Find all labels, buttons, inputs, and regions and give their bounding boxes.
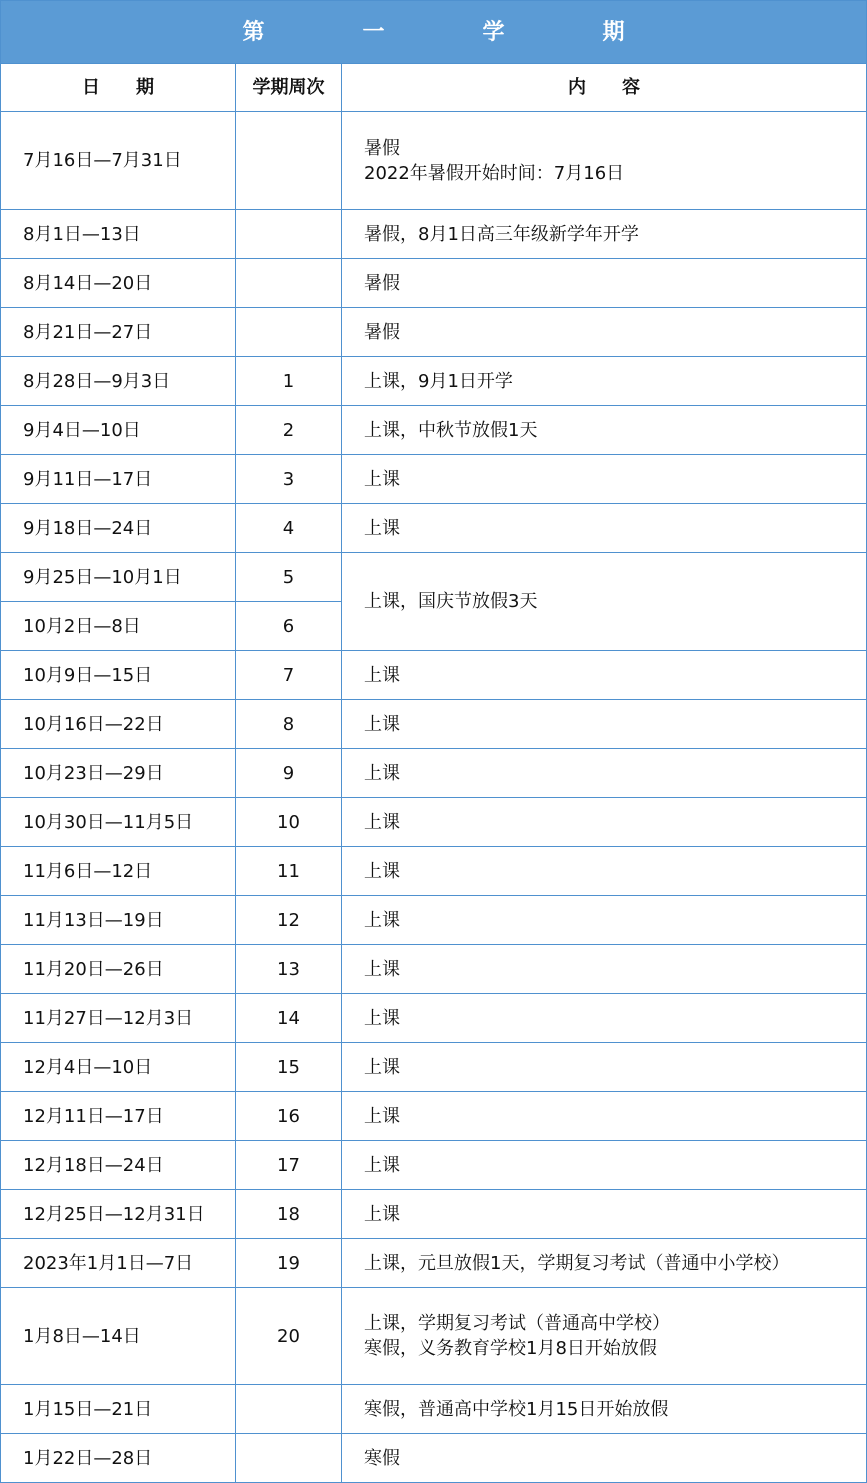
content-line: 上课 — [364, 517, 400, 539]
date-cell: 2023年1月1日—7日 — [1, 1239, 236, 1288]
table-row — [1, 210, 867, 259]
date-cell: 8月1日—13日 — [1, 210, 236, 259]
week-cell: 1 — [236, 357, 342, 406]
content-cell — [342, 553, 867, 651]
content-cell — [342, 1239, 867, 1288]
table-row — [1, 308, 867, 357]
date-cell: 12月11日—17日 — [1, 1092, 236, 1141]
content-line: 寒假，义务教育学校1月8日开始放假 — [364, 1338, 657, 1359]
week-cell — [236, 210, 342, 259]
date-cell: 11月27日—12月3日 — [1, 994, 236, 1043]
week-cell: 10 — [236, 798, 342, 847]
content-line: 寒假，普通高中学校1月15日开始放假 — [364, 1398, 669, 1420]
content-cell — [342, 455, 867, 504]
table-row — [1, 798, 867, 847]
date-cell: 12月25日—12月31日 — [1, 1190, 236, 1239]
table-row — [1, 1239, 867, 1288]
table-row — [1, 406, 867, 455]
date-cell: 9月4日—10日 — [1, 406, 236, 455]
content-cell — [342, 994, 867, 1043]
date-cell: 10月23日—29日 — [1, 749, 236, 798]
content-line: 暑假 — [364, 321, 400, 343]
date-cell: 9月11日—17日 — [1, 455, 236, 504]
content-column-header: 内 容 — [342, 64, 867, 112]
content-cell — [342, 504, 867, 553]
date-cell: 10月9日—15日 — [1, 651, 236, 700]
date-cell: 11月6日—12日 — [1, 847, 236, 896]
content-cell — [342, 406, 867, 455]
week-cell: 2 — [236, 406, 342, 455]
content-cell — [342, 1043, 867, 1092]
date-cell: 1月8日—14日 — [1, 1288, 236, 1385]
content-line: 上课，国庆节放假3天 — [364, 591, 538, 612]
content-line: 上课 — [364, 860, 400, 882]
content-cell — [342, 798, 867, 847]
content-line: 上课 — [364, 1105, 400, 1127]
table-row — [1, 847, 867, 896]
content-cell — [342, 945, 867, 994]
table-row — [1, 651, 867, 700]
table-row — [1, 1434, 867, 1483]
content-cell — [342, 847, 867, 896]
table-row — [1, 994, 867, 1043]
table-row — [1, 553, 867, 602]
date-cell: 8月14日—20日 — [1, 259, 236, 308]
content-line: 上课，元旦放假1天，学期复习考试（普通中小学校） — [364, 1252, 790, 1274]
table-row — [1, 112, 867, 210]
week-cell: 4 — [236, 504, 342, 553]
content-cell — [342, 1092, 867, 1141]
content-line: 上课，中秋节放假1天 — [364, 419, 538, 441]
content-cell — [342, 259, 867, 308]
content-line: 上课，学期复习考试（普通高中学校） — [364, 1313, 670, 1334]
date-cell: 9月18日—24日 — [1, 504, 236, 553]
week-cell — [236, 1385, 342, 1434]
week-cell: 11 — [236, 847, 342, 896]
week-cell: 5 — [236, 553, 342, 602]
table-row — [1, 1385, 867, 1434]
content-line: 上课 — [364, 958, 400, 980]
schedule-body — [1, 112, 867, 1483]
content-cell — [342, 896, 867, 945]
content-cell — [342, 308, 867, 357]
content-cell — [342, 1141, 867, 1190]
week-cell: 16 — [236, 1092, 342, 1141]
week-cell: 9 — [236, 749, 342, 798]
table-row — [1, 259, 867, 308]
date-cell: 10月30日—11月5日 — [1, 798, 236, 847]
semester-title: 第 一 学 期 — [1, 1, 867, 64]
week-cell: 17 — [236, 1141, 342, 1190]
week-cell: 12 — [236, 896, 342, 945]
week-cell: 13 — [236, 945, 342, 994]
week-cell: 20 — [236, 1288, 342, 1385]
content-line: 上课 — [364, 909, 400, 931]
content-line: 暑假，8月1日高三年级新学年开学 — [364, 223, 639, 245]
content-cell — [342, 1190, 867, 1239]
table-row — [1, 504, 867, 553]
content-cell — [342, 749, 867, 798]
table-row — [1, 945, 867, 994]
content-cell — [342, 210, 867, 259]
table-row — [1, 896, 867, 945]
date-cell: 8月28日—9月3日 — [1, 357, 236, 406]
content-cell — [342, 112, 867, 210]
content-cell — [342, 357, 867, 406]
content-line: 暑假 — [364, 137, 400, 159]
table-row — [1, 1190, 867, 1239]
week-cell: 8 — [236, 700, 342, 749]
content-line: 上课，9月1日开学 — [364, 370, 513, 392]
content-line: 上课 — [364, 1203, 400, 1225]
week-cell — [236, 308, 342, 357]
content-cell — [342, 1385, 867, 1434]
week-cell: 7 — [236, 651, 342, 700]
table-row — [1, 455, 867, 504]
content-cell — [342, 1288, 867, 1385]
week-cell: 15 — [236, 1043, 342, 1092]
content-line: 上课 — [364, 1007, 400, 1029]
content-cell — [342, 651, 867, 700]
content-line: 2022年暑假开始时间：7月16日 — [364, 162, 625, 184]
content-line: 上课 — [364, 468, 400, 490]
week-cell: 6 — [236, 602, 342, 651]
date-cell: 8月21日—27日 — [1, 308, 236, 357]
content-cell — [342, 700, 867, 749]
week-column-header: 学期周次 — [236, 64, 342, 112]
table-row — [1, 1092, 867, 1141]
table-row — [1, 749, 867, 798]
content-line: 上课 — [364, 762, 400, 784]
content-cell — [342, 1434, 867, 1483]
content-line: 寒假 — [364, 1447, 400, 1469]
week-cell: 3 — [236, 455, 342, 504]
date-cell: 11月20日—26日 — [1, 945, 236, 994]
table-row — [1, 1141, 867, 1190]
date-cell: 10月2日—8日 — [1, 602, 236, 651]
date-cell: 10月16日—22日 — [1, 700, 236, 749]
date-column-header: 日 期 — [1, 64, 236, 112]
content-line: 上课 — [364, 713, 400, 735]
date-cell: 12月18日—24日 — [1, 1141, 236, 1190]
date-cell: 1月22日—28日 — [1, 1434, 236, 1483]
week-cell — [236, 1434, 342, 1483]
week-cell: 18 — [236, 1190, 342, 1239]
date-cell: 9月25日—10月1日 — [1, 553, 236, 602]
week-cell — [236, 259, 342, 308]
content-line: 上课 — [364, 811, 400, 833]
content-line: 上课 — [364, 664, 400, 686]
week-cell — [236, 112, 342, 210]
week-cell: 19 — [236, 1239, 342, 1288]
date-cell: 1月15日—21日 — [1, 1385, 236, 1434]
table-row — [1, 700, 867, 749]
table-row — [1, 357, 867, 406]
content-line: 上课 — [364, 1056, 400, 1078]
table-row — [1, 1043, 867, 1092]
date-cell: 12月4日—10日 — [1, 1043, 236, 1092]
date-cell: 11月13日—19日 — [1, 896, 236, 945]
content-line: 暑假 — [364, 272, 400, 294]
table-row — [1, 1288, 867, 1385]
week-cell: 14 — [236, 994, 342, 1043]
date-cell: 7月16日—7月31日 — [1, 112, 236, 210]
content-line: 上课 — [364, 1154, 400, 1176]
